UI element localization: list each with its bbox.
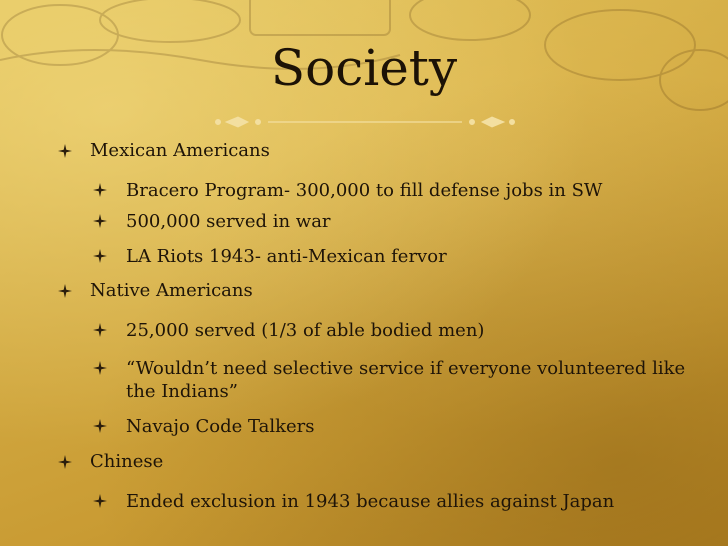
sub-bullet: “Wouldn’t need selective service if everyone volunteered like [126,358,686,379]
four-point-star-icon [93,214,107,228]
sub-bullet: Ended exclusion in 1943 because allies against Japan [126,491,615,512]
four-point-star-icon [93,323,107,337]
four-point-star-icon [93,494,107,508]
ornamental-divider [210,112,520,132]
four-point-star-icon [93,361,107,375]
four-point-star-icon [93,249,107,263]
slide-title: Society [270,39,458,97]
bullet-mexican-americans: Mexican Americans [90,140,270,161]
sub-bullet-continuation: the Indians” [126,381,238,402]
four-point-star-icon [58,144,72,158]
four-point-star-icon [93,419,107,433]
sub-bullet: LA Riots 1943- anti-Mexican fervor [126,246,447,267]
four-point-star-icon [58,284,72,298]
four-point-star-icon [93,183,107,197]
sub-bullet: Bracero Program- 300,000 to fill defense jobs in SW [126,180,603,201]
bullet-native-americans: Native Americans [90,280,253,301]
four-point-star-icon [58,455,72,469]
bullet-chinese: Chinese [90,451,164,472]
sub-bullet: Navajo Code Talkers [126,416,315,437]
sub-bullet: 500,000 served in war [126,211,331,232]
sub-bullet: 25,000 served (1/3 of able bodied men) [126,320,485,341]
